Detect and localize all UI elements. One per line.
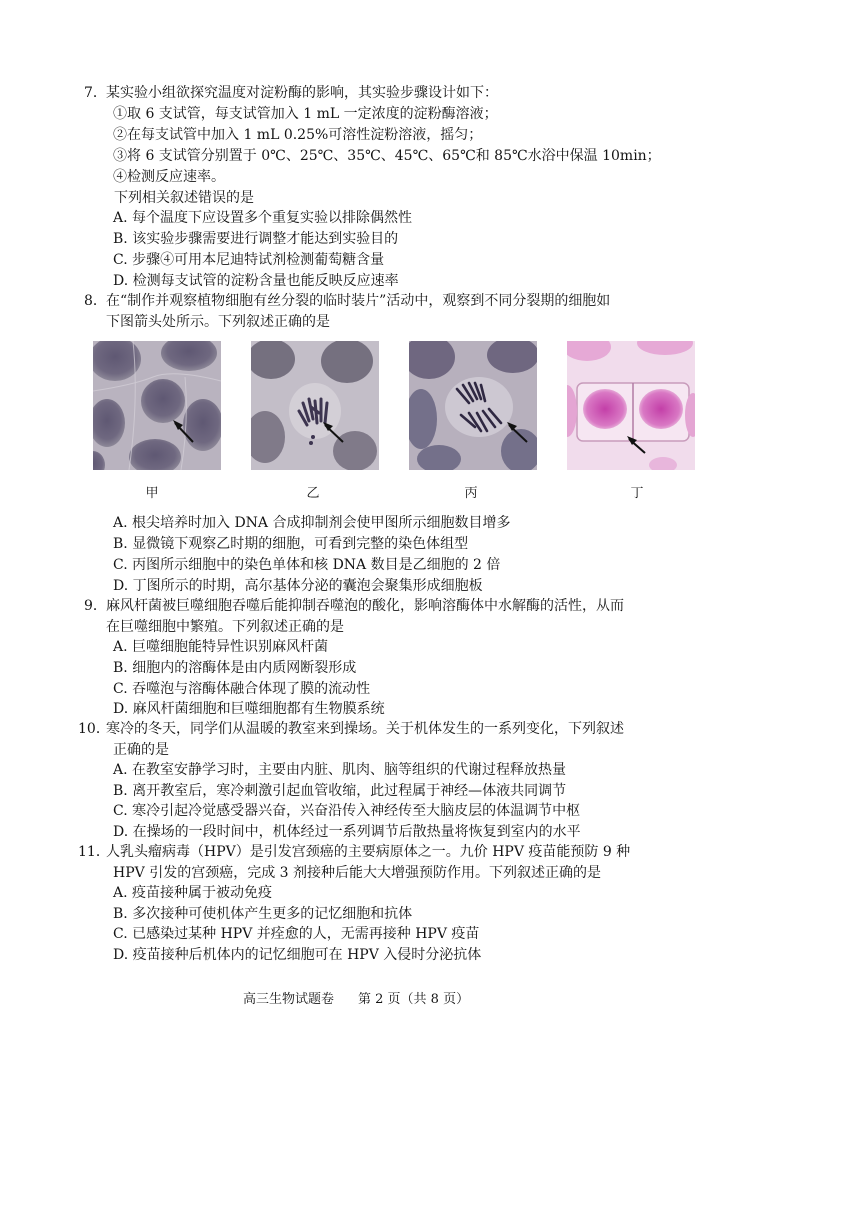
option-a: A. 巨噬细胞能特异性识别麻风杆菌	[113, 639, 329, 655]
option-b: B. 细胞内的溶酶体是由内质网断裂形成	[113, 660, 357, 676]
question-stem-line-2: 下图箭头处所示。下列叙述正确的是	[106, 314, 330, 330]
option-b: B. 该实验步骤需要进行调整才能达到实验目的	[113, 231, 399, 247]
caption-yi: 乙	[306, 486, 320, 501]
micrograph-telophase-image	[567, 341, 695, 470]
question-stem: 某实验小组欲探究温度对淀粉酶的影响，其实验步骤设计如下：	[106, 85, 498, 101]
caption-ding: 丁	[630, 486, 644, 501]
option-a: A. 根尖培养时加入 DNA 合成抑制剂会使甲图所示细胞数目增多	[113, 515, 511, 531]
option-d: D. 丁图所示的时期，高尔基体分泌的囊泡会聚集形成细胞板	[113, 578, 483, 594]
question-stem-line-1: 麻风杆菌被巨噬细胞吞噬后能抑制吞噬泡的酸化，影响溶酶体中水解酶的活性，从而	[106, 598, 624, 614]
micrograph-metaphase-image	[251, 341, 379, 470]
micrograph-ding	[567, 341, 695, 470]
option-d: D. 在操场的一段时间中，机体经过一系列调节后散热量将恢复到室内的水平	[113, 824, 581, 840]
footer-page-number: 第 2 页（共 8 页）	[358, 992, 470, 1007]
question-stem-line-1: 人乳头瘤病毒（HPV）是引发宫颈癌的主要病原体之一。九价 HPV 疫苗能预防 9 种	[106, 844, 631, 860]
micrograph-interphase-image	[93, 341, 221, 470]
micrograph-bing	[409, 341, 537, 470]
question-number: 11．	[78, 844, 110, 860]
question-number: 7．	[84, 85, 107, 101]
option-d: D. 检测每支试管的淀粉含量也能反映反应速率	[113, 273, 399, 289]
step-1: ①取 6 支试管，每支试管加入 1 mL 一定浓度的淀粉酶溶液；	[113, 106, 498, 122]
question-stem-line-2: HPV 引发的宫颈癌，完成 3 剂接种后能大大增强预防作用。下列叙述正确的是	[113, 865, 601, 881]
caption-bing: 丙	[464, 486, 478, 501]
option-c: C. 丙图所示细胞中的染色单体和核 DNA 数目是乙细胞的 2 倍	[113, 557, 501, 573]
option-c: C. 吞噬泡与溶酶体融合体现了膜的流动性	[113, 681, 371, 697]
question-number: 10．	[78, 721, 110, 737]
micrograph-jia	[93, 341, 221, 470]
option-c: C. 寒冷引起冷觉感受器兴奋，兴奋沿传入神经传至大脑皮层的体温调节中枢	[113, 803, 581, 819]
option-a: A. 每个温度下应设置多个重复实验以排除偶然性	[113, 210, 413, 226]
option-c: C. 步骤④可用本尼迪特试剂检测葡萄糖含量	[113, 252, 385, 268]
option-a: A. 在教室安静学习时，主要由内脏、肌肉、脑等组织的代谢过程释放热量	[113, 762, 567, 778]
option-d: D. 麻风杆菌细胞和巨噬细胞都有生物膜系统	[113, 701, 385, 717]
option-b: B. 离开教室后，寒冷刺激引起血管收缩，此过程属于神经—体液共同调节	[113, 783, 567, 799]
caption-jia: 甲	[145, 486, 159, 501]
question-stem-line-1: 在“制作并观察植物细胞有丝分裂的临时装片”活动中，观察到不同分裂期的细胞如	[106, 293, 611, 309]
footer-title: 高三生物试题卷	[243, 992, 335, 1007]
micrograph-yi	[251, 341, 379, 470]
option-b: B. 显微镜下观察乙时期的细胞，可看到完整的染色体组型	[113, 536, 469, 552]
option-a: A. 疫苗接种属于被动免疫	[113, 885, 273, 901]
option-b: B. 多次接种可使机体产生更多的记忆细胞和抗体	[113, 906, 413, 922]
step-4: ④检测反应速率。	[113, 169, 225, 185]
question-number: 8．	[84, 293, 107, 309]
step-3: ③将 6 支试管分别置于 0℃、25℃、35℃、45℃、65℃和 85℃水浴中保温 10min；	[113, 148, 661, 164]
option-d: D. 疫苗接种后机体内的记忆细胞可在 HPV 入侵时分泌抗体	[113, 947, 482, 963]
question-stem-line-2: 正确的是	[113, 742, 169, 758]
micrograph-anaphase-image	[409, 341, 537, 470]
step-2: ②在每支试管中加入 1 mL 0.25%可溶性淀粉溶液，摇匀；	[113, 127, 483, 143]
question-stem-line-1: 寒冷的冬天，同学们从温暖的教室来到操场。关于机体发生的一系列变化，下列叙述	[106, 721, 624, 737]
option-c: C. 已感染过某种 HPV 并痊愈的人，无需再接种 HPV 疫苗	[113, 926, 480, 942]
question-prompt: 下列相关叙述错误的是	[114, 190, 254, 206]
question-stem-line-2: 在巨噬细胞中繁殖。下列叙述正确的是	[106, 619, 344, 635]
question-number: 9．	[84, 598, 107, 614]
